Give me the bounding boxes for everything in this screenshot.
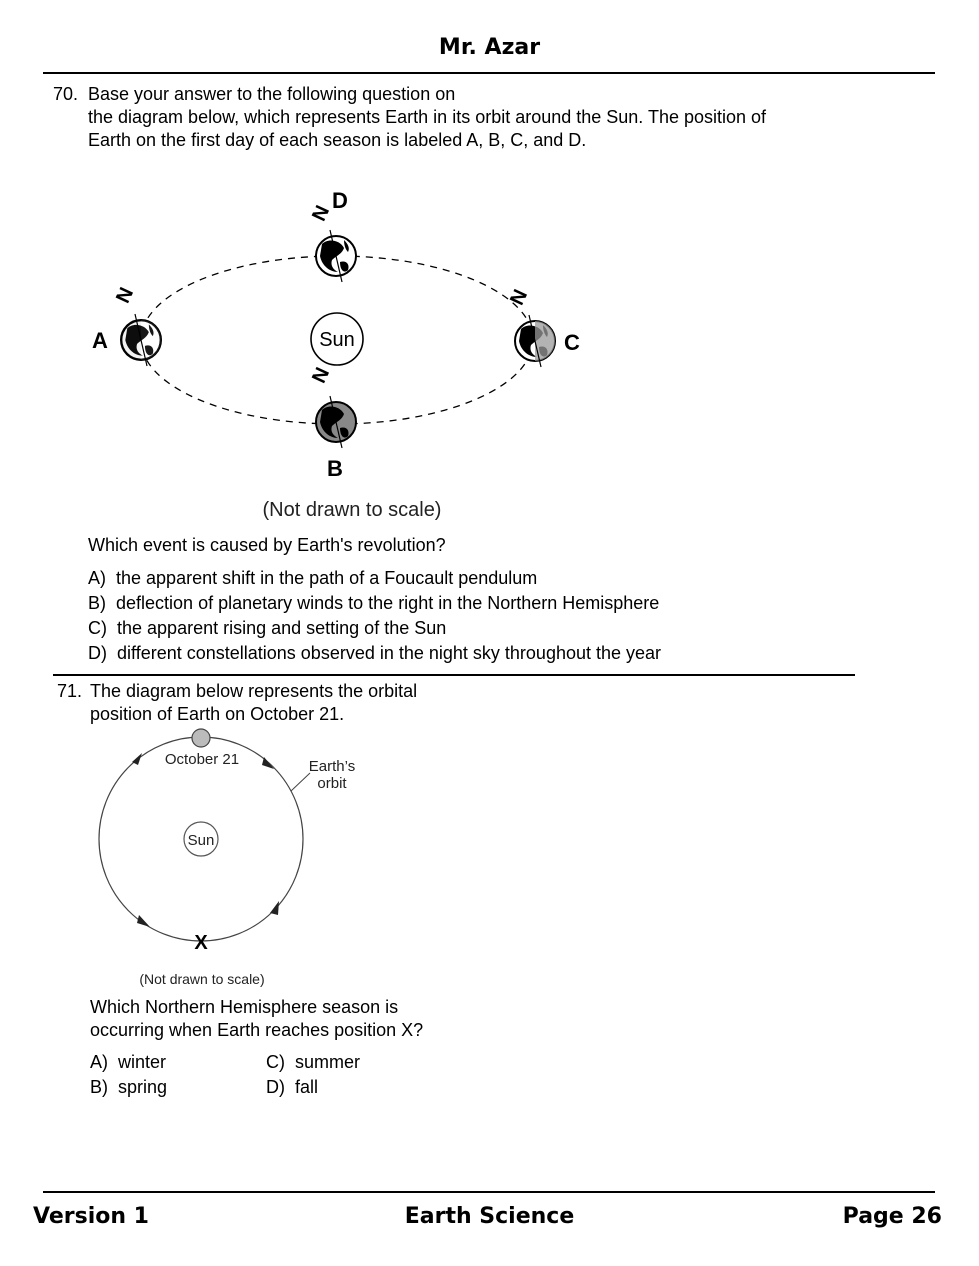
q71-date-label: October 21 — [164, 751, 240, 768]
choice-text: deflection of planetary winds to the right in the Northern Hemisphere — [116, 593, 660, 613]
q70-stem-line-3: Earth on the first day of each season is labeled A, B, C, and D. — [88, 130, 587, 150]
choice-letter: C) — [266, 1052, 285, 1072]
q70-north-label-b: N — [308, 364, 335, 387]
q71-question-line-1: Which Northern Hemisphere season is — [90, 997, 399, 1017]
choice-text: the apparent rising and setting of the Sun — [117, 618, 447, 638]
q71-diagram-caption: (Not drawn to scale) — [139, 971, 265, 987]
q71-orbit-arrow — [262, 757, 274, 769]
q70-choice-b[interactable] — [88, 591, 659, 616]
q70-orbit-diagram — [80, 180, 640, 530]
q70-label-a: A — [92, 328, 108, 353]
q71-choice-b[interactable] — [90, 1075, 167, 1100]
q71-earth — [192, 729, 210, 747]
q70-diagram-caption: (Not drawn to scale) — [262, 499, 442, 521]
q70-north-label-a: N — [112, 284, 139, 307]
choice-letter: D) — [266, 1077, 285, 1097]
q71-orbit-label-2: orbit — [317, 775, 347, 792]
q70-sun — [311, 313, 363, 365]
q70-earth-a — [121, 314, 161, 366]
q70-label-b: B — [327, 456, 343, 481]
q70-earth-b — [316, 396, 356, 448]
choice-text: summer — [295, 1052, 361, 1072]
q70-choice-a[interactable] — [88, 566, 537, 591]
page-header-title: Mr. Azar — [438, 35, 541, 60]
q70-earth-d — [316, 230, 356, 282]
choice-text: the apparent shift in the path of a Foucault pendulum — [116, 568, 538, 588]
q71-stem-line-2: position of Earth on October 21. — [90, 704, 345, 724]
choice-letter: B) — [88, 593, 106, 613]
header-divider — [43, 72, 935, 74]
q70-number: 70. — [53, 84, 79, 104]
q71-question-line-2: occurring when Earth reaches position X? — [90, 1020, 424, 1040]
q70-choice-d[interactable] — [88, 641, 661, 666]
choice-letter: A) — [88, 568, 106, 588]
q71-choice-c[interactable] — [266, 1050, 360, 1075]
footer-page-number: Page 26 — [842, 1204, 942, 1229]
q70-north-label-c: N — [506, 286, 533, 309]
q71-orbit-arrow — [270, 901, 279, 915]
q71-position-x: X — [194, 932, 208, 954]
choice-letter: C) — [88, 618, 107, 638]
choice-letter: A) — [90, 1052, 108, 1072]
q71-number: 71. — [57, 681, 83, 701]
footer-subject: Earth Science — [404, 1204, 575, 1229]
q70-stem-line-1: Base your answer to the following question on — [88, 84, 456, 104]
q70-label-d: D — [332, 188, 348, 213]
footer-version: Version 1 — [33, 1204, 149, 1229]
q71-orbit-label-1: Earth’s — [308, 758, 356, 775]
q70-earth-c — [515, 315, 555, 367]
q70-label-c: C — [564, 330, 580, 355]
q71-orbit-leader-line — [291, 773, 310, 791]
footer-divider — [43, 1191, 935, 1193]
q70-stem-line-2: the diagram below, which represents Earth in its orbit around the Sun. The position of — [88, 107, 767, 127]
q71-choice-a[interactable] — [90, 1050, 166, 1075]
question-divider — [53, 674, 855, 676]
q70-choice-c[interactable] — [88, 616, 446, 641]
q71-orbit-diagram — [80, 725, 380, 995]
q70-question: Which event is caused by Earth's revolution? — [88, 535, 446, 555]
q71-orbit-arrow — [137, 915, 150, 927]
q70-sun-label: Sun — [319, 329, 355, 351]
q71-sun-label: Sun — [187, 832, 215, 849]
choice-text: different constellations observed in the night sky throughout the year — [117, 643, 662, 663]
choice-text: spring — [118, 1077, 168, 1097]
choice-letter: D) — [88, 643, 107, 663]
q71-stem-line-1: The diagram below represents the orbital — [90, 681, 418, 701]
q70-north-label-d: N — [308, 202, 335, 225]
choice-text: fall — [295, 1077, 319, 1097]
q71-choice-d[interactable] — [266, 1075, 318, 1100]
choice-text: winter — [118, 1052, 167, 1072]
choice-letter: B) — [90, 1077, 108, 1097]
